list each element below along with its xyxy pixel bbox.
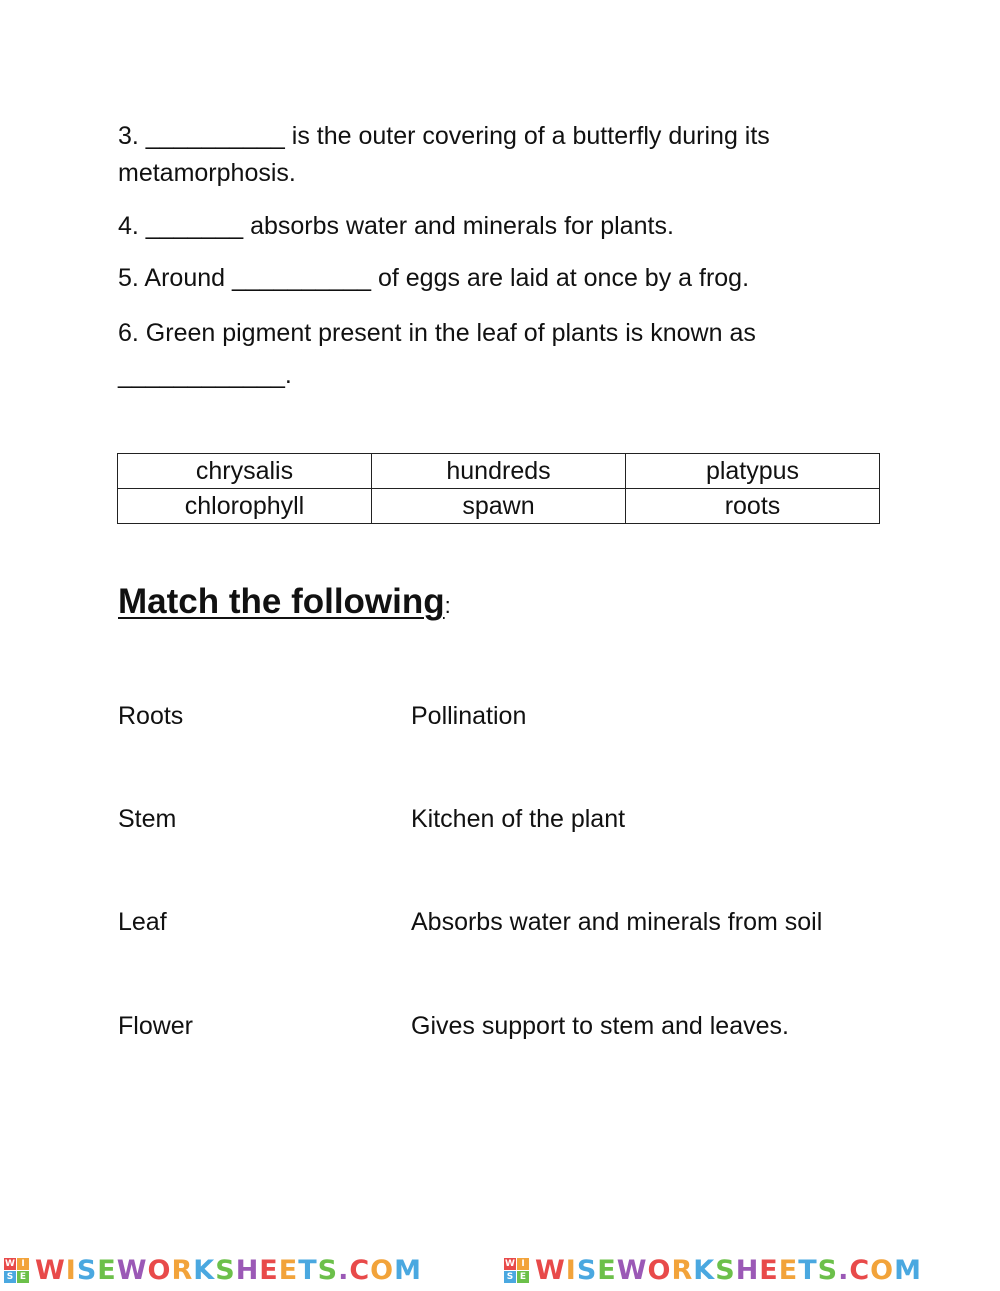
match-left-item: Leaf: [118, 908, 167, 936]
word-bank-cell: roots: [626, 489, 880, 524]
footer-watermark: [0, 1252, 1000, 1288]
word-bank-table: [117, 453, 880, 524]
section-heading: [118, 582, 451, 622]
question-6: 6. Green pigment present in the leaf of plants is known as ____________.: [118, 319, 756, 389]
match-left-item: Stem: [118, 805, 177, 833]
match-left-item: Flower: [118, 1012, 194, 1040]
match-right-item: Gives support to stem and leaves.: [411, 1012, 789, 1040]
word-bank-cell: chlorophyll: [118, 489, 372, 524]
table-row: [118, 454, 880, 489]
question-3: 3. __________ is the outer covering of a butterfly during its metamorphosis.: [118, 122, 770, 187]
logo-letter: I: [517, 1258, 529, 1270]
match-right-item: Pollination: [411, 702, 527, 730]
logo-letter: E: [17, 1271, 29, 1283]
word-bank-cell: platypus: [626, 454, 880, 489]
match-right-item: Kitchen of the plant: [411, 805, 626, 833]
brand-text: WISEWORKSHEETS.COM: [35, 1254, 422, 1286]
logo-letter: E: [517, 1271, 529, 1283]
question-5: 5. Around __________ of eggs are laid at once by a frog.: [118, 264, 750, 292]
brand-logo-icon: [504, 1258, 529, 1283]
logo-letter: I: [17, 1258, 29, 1270]
table-row: [118, 489, 880, 524]
brand-logo: [500, 1252, 1000, 1288]
match-right-item: Absorbs water and minerals from soil: [411, 908, 823, 936]
section-heading-text: Match the following: [118, 582, 445, 621]
word-bank-cell: chrysalis: [118, 454, 372, 489]
match-left-item: Roots: [118, 702, 184, 730]
word-bank-cell: spawn: [372, 489, 626, 524]
brand-text: WISEWORKSHEETS.COM: [535, 1254, 922, 1286]
logo-letter: W: [5, 1258, 15, 1269]
logo-letter: S: [4, 1271, 16, 1283]
question-4: 4. _______ absorbs water and minerals for plants.: [118, 212, 674, 240]
brand-logo-icon: [4, 1258, 29, 1283]
section-heading-colon: :: [444, 593, 451, 618]
brand-logo: [0, 1252, 500, 1288]
word-bank-cell: hundreds: [372, 454, 626, 489]
logo-letter: W: [505, 1258, 515, 1269]
logo-letter: S: [504, 1271, 516, 1283]
